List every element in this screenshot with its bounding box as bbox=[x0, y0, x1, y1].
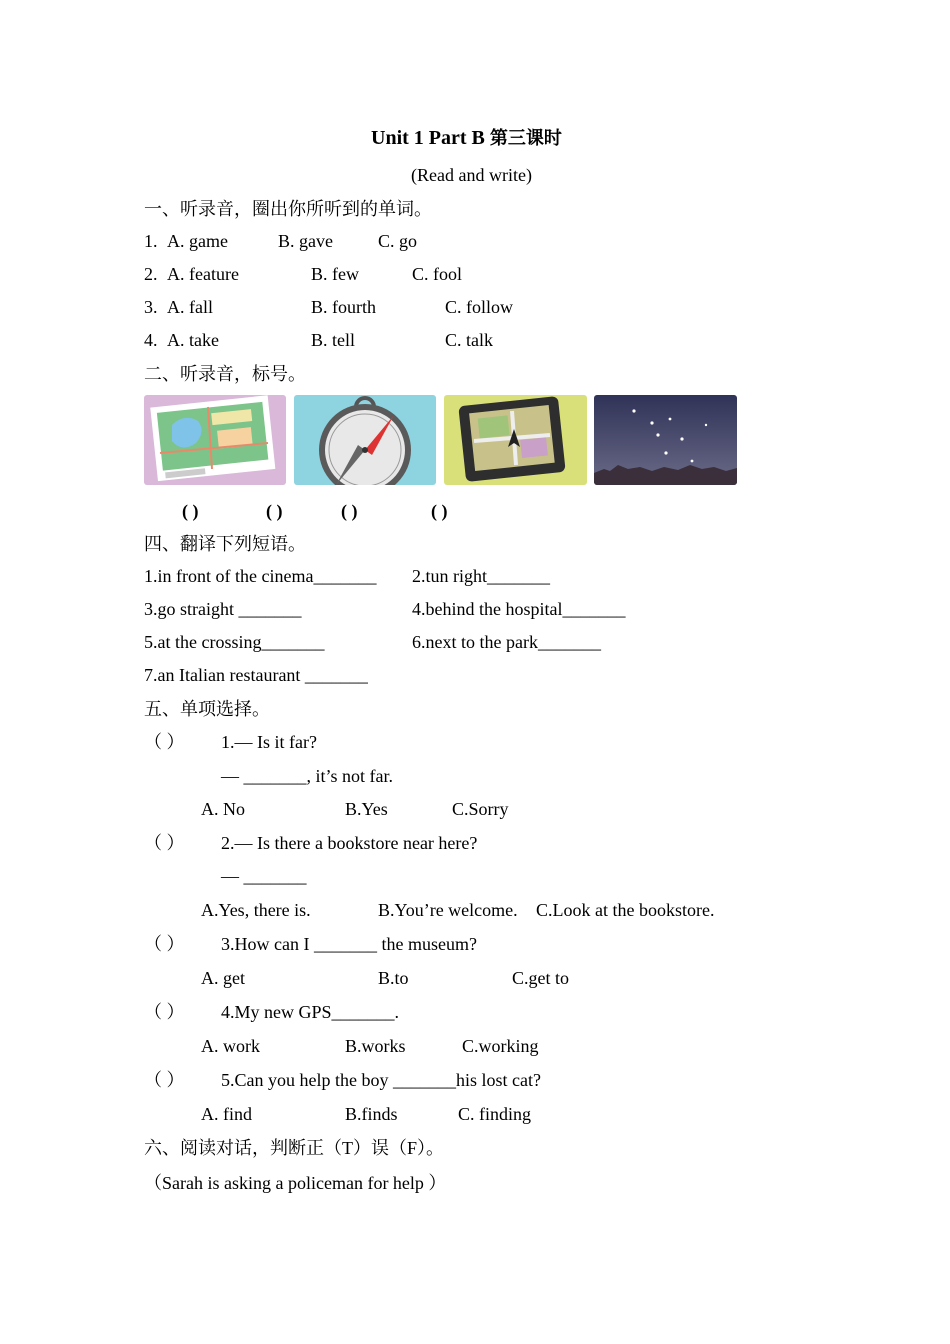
map-picture bbox=[144, 395, 286, 485]
option-b: B. few bbox=[311, 264, 359, 284]
stars-picture bbox=[594, 395, 737, 485]
answer-paren[interactable]: （ ） bbox=[144, 934, 185, 954]
option-c: C.get to bbox=[512, 968, 569, 988]
title-main: Unit 1 Part B bbox=[371, 127, 485, 149]
item-number: 3. bbox=[144, 297, 158, 317]
option-a: A. game bbox=[167, 231, 228, 251]
question-response: — _______ bbox=[221, 866, 307, 886]
phrase-item: 7.an Italian restaurant _______ bbox=[144, 665, 368, 685]
stars-icon bbox=[594, 395, 737, 485]
option-c: C.Look at the bookstore. bbox=[536, 900, 715, 920]
section5-heading: 五、单项选择。 bbox=[144, 699, 270, 719]
option-c: C. fool bbox=[412, 264, 463, 284]
question-text: 4.My new GPS_______. bbox=[221, 1002, 400, 1022]
option-b: B.to bbox=[378, 968, 409, 988]
option-b: B. fourth bbox=[311, 297, 376, 317]
gps-icon bbox=[444, 395, 587, 485]
section6-note: （Sarah is asking a policeman for help ） bbox=[144, 1173, 447, 1193]
option-a: A. No bbox=[201, 799, 245, 819]
answer-paren[interactable]: （ ） bbox=[144, 732, 185, 752]
answer-blank[interactable]: ( ) bbox=[182, 501, 199, 521]
compass-icon bbox=[294, 395, 436, 485]
phrase-item: 3.go straight _______ bbox=[144, 599, 302, 619]
answer-blank[interactable]: ( ) bbox=[266, 501, 283, 521]
phrase-item: 5.at the crossing_______ bbox=[144, 632, 325, 652]
option-b: B. tell bbox=[311, 330, 355, 350]
option-b: B.works bbox=[345, 1036, 406, 1056]
option-a: A.Yes, there is. bbox=[201, 900, 311, 920]
question-text: 1.— Is it far? bbox=[221, 732, 317, 752]
question-response: — _______, it’s not far. bbox=[221, 766, 393, 786]
section6-heading: 六、阅读对话，判断正（T）误（F）。 bbox=[144, 1138, 445, 1158]
answer-paren[interactable]: （ ） bbox=[144, 833, 185, 853]
option-c: C. go bbox=[378, 231, 418, 251]
page-subtitle: (Read and write) bbox=[411, 165, 532, 185]
option-c: C.Sorry bbox=[452, 799, 509, 819]
option-a: A. fall bbox=[167, 297, 213, 317]
answer-paren[interactable]: （ ） bbox=[144, 1070, 185, 1090]
option-a: A. feature bbox=[167, 264, 239, 284]
answer-paren[interactable]: （ ） bbox=[144, 1002, 185, 1022]
option-a: A. take bbox=[167, 330, 219, 350]
option-c: C.working bbox=[462, 1036, 539, 1056]
question-text: 2.— Is there a bookstore near here? bbox=[221, 833, 478, 853]
map-icon bbox=[144, 395, 286, 485]
phrase-item: 2.tun right_______ bbox=[412, 566, 550, 586]
phrase-item: 1.in front of the cinema_______ bbox=[144, 566, 377, 586]
title-cjk: 第三课时 bbox=[489, 128, 562, 148]
question-text: 5.Can you help the boy _______his lost cat? bbox=[221, 1070, 541, 1090]
option-b: B.Yes bbox=[345, 799, 388, 819]
item-number: 4. bbox=[144, 330, 158, 350]
page-title bbox=[371, 127, 562, 149]
item-number: 1. bbox=[144, 231, 158, 251]
gps-picture bbox=[444, 395, 587, 485]
option-b: B.You’re welcome. bbox=[378, 900, 518, 920]
section2-heading: 二、听录音，标号。 bbox=[144, 364, 306, 384]
answer-blank[interactable]: ( ) bbox=[431, 501, 448, 521]
option-a: A. get bbox=[201, 968, 245, 988]
option-a: A. work bbox=[201, 1036, 260, 1056]
phrase-item: 6.next to the park_______ bbox=[412, 632, 601, 652]
option-c: C. finding bbox=[458, 1104, 532, 1124]
option-c: C. talk bbox=[445, 330, 493, 350]
section4-heading: 四、翻译下列短语。 bbox=[144, 534, 306, 554]
option-b: B. gave bbox=[278, 231, 333, 251]
question-text: 3.How can I _______ the museum? bbox=[221, 934, 477, 954]
compass-picture bbox=[294, 395, 436, 485]
section1-heading: 一、听录音，圈出你所听到的单词。 bbox=[144, 199, 432, 219]
option-b: B.finds bbox=[345, 1104, 398, 1124]
option-a: A. find bbox=[201, 1104, 252, 1124]
answer-blank[interactable]: ( ) bbox=[341, 501, 358, 521]
phrase-item: 4.behind the hospital_______ bbox=[412, 599, 626, 619]
option-c: C. follow bbox=[445, 297, 514, 317]
item-number: 2. bbox=[144, 264, 158, 284]
